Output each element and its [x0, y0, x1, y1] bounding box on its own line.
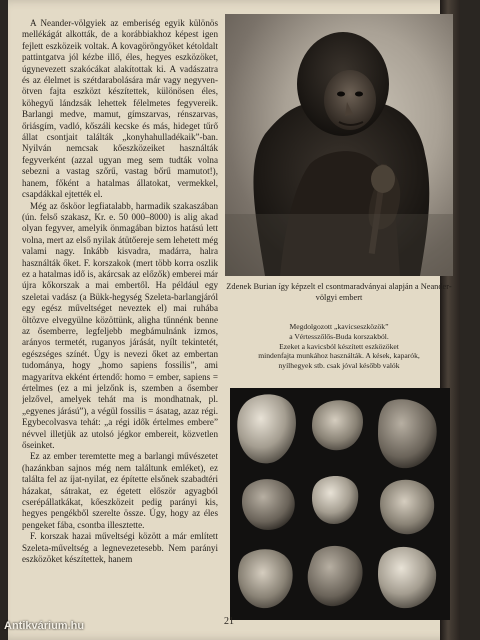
paragraph-3: Ez az ember teremtette meg a barlangi művészetet (hazánkban sajnos még nem találtunk emléket), ez találta fel az íjat-nyilat, ez építette elsőnek szabadtéri házakat, sátrakat, ez égetett először agyagból cserépállatkákat, kőeszközeit pedig parányi kis, hegyes pengékből szerelte össze. Úgy, hogy az éles pengeket fába, csontba illesztette. [22, 451, 218, 530]
tools-caption [225, 322, 453, 371]
tools-caption-line: a Vértesszőlős-Buda korszakból. [289, 331, 389, 341]
page-number: 21 [224, 616, 234, 627]
tools-caption-line: Ezeket a kavicsból készített eszközöket [279, 341, 399, 351]
tools-caption-title: Megdolgozott „kavicseszközök” [289, 322, 389, 331]
tools-caption-line: nyílhegyek stb. csak jóval később valók [278, 361, 400, 371]
book-page [8, 0, 460, 640]
paragraph-1: A Neander-völgyiek az emberiség egyik különös mellékágát alkották, de a korábbiakhoz képest igen fejlett eszközeik voltak. A kovagöröngyöket kétoldalt pattintgatva jól kézbe illő, éles, hegyes eszközöket, úgynevezett szakócákat alakítottak ki. A vadászatra és az élelmet is szétdarabolására már vagy negyven-ötven fajta eszközt készítettek, különösen éles, köhegyű lándzsák lehettek félelmetes fegyvereik. Barlangi medve, mamut, gímszarvas, rénszarvas, őriásgím, vadló, kőszáli kecske és más, hideget tűrő állat csontjait találták „konyhahulladékaik”-ban. Nyilván nemcsak kőeszközeiket használták fegyverként (azzal ugyan meg sem tudták volna sebezni a vastag szőrű, vastag bőrű mamutot!), hanem, főként a hatalmas állatokat, vermekkel, csapdákkal ejtették el. [22, 18, 218, 200]
neanderthal-caption: Zdenek Burian így képzelt el csontmaradványai alapján a Neander-völgyi embert [226, 282, 452, 302]
tools-caption-line: mindenfajta munkához használták. A kések, kaparók, [258, 351, 420, 361]
watermark: Antikvárium.hu [4, 620, 85, 632]
pebble-tools-photo [230, 388, 450, 620]
paragraph-2: Még az ősköor legfiatalabb, harmadik szakaszában (ún. felső szakasz, Kr. e. 50 000–8000) is alig akad olyan fegyver, amelyik önmagában biztos hatású lett volna, mert az első nyilak átütőereje sem lehetett még valami nagy. Inkább kisvadra, madárra, halra használták őket. F. korszakok (mert több korra oszlik ez a hatalmas idő is, akárcsak az előzők) emberei már újra kőkorszak a mai embertől. Ha például egy szeletai vadász (a Bükk-hegység Szeleta-barlangjáról egy egész műveltséget neveztek el) mai ruhába öltözve elvegyülne közöttünk, aligha tűnnénk benne az ősemberre, legfeljebb megbámulnánk izmos, arányos termetét, ruganyos járását, nyílt tekintetét, egészséges színét. Úgy is nevezi őket az embertan tudománya, hogy „homo sapiens fossilis”, ami magyarítva ekként értendő: homo = ember, sapiens = értelmes (ez a mi jelzőnk is, szemben a ősember jelzővel, amelyek tehát ma is mondhatnak, pl. „egyenes járású”), a végül fossilis = ásatag, azaz régi. Egybecolvasva tehát: „a régi idők értelmes embere” névvel illetjük az utolsó jégkor embereit, közvetlen őseinket. [22, 200, 218, 451]
neanderthal-illustration [225, 14, 453, 276]
body-text-column [22, 18, 218, 614]
paragraph-4: F. korszak hazai műveltségi között a már említett Szeleta-műveltség a legnevezetesebb. Nem parányi eszközöket készítettek, hanem [22, 531, 218, 565]
stone-tools-icon [230, 388, 450, 620]
neanderthal-figure-icon [225, 14, 453, 276]
